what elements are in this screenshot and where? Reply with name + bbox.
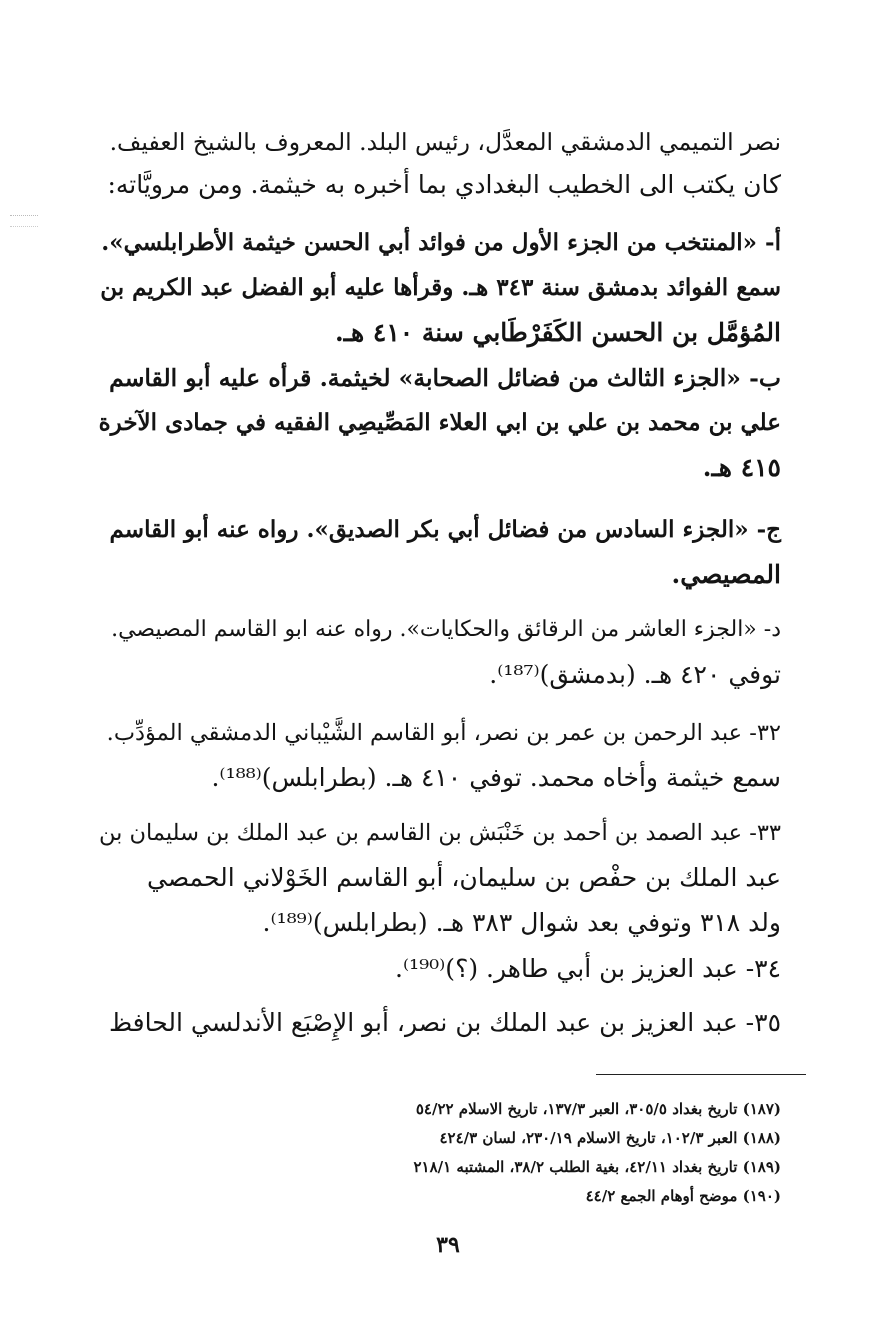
footnote-divider — [596, 1074, 806, 1075]
footnote: (١٨٩) تاريخ بغداد ٤٢/١١، بغية الطلب ٣٨/٢، المشتبه ٢١٨/١ — [413, 1158, 781, 1176]
body-line: ب- «الجزء الثالث من فضائل الصحابة» لخيثمة. قرأه عليه أبو القاسم — [109, 364, 781, 392]
body-line: ولد ٣١٨ وتوفي بعد شوال ٣٨٣ هـ. (بطرابلس)⁽¹⁸⁹⁾. — [262, 908, 781, 937]
body-line: د- «الجزء العاشر من الرقائق والحكايات». رواه عنه ابو القاسم المصيصي. — [111, 617, 781, 642]
footnote: (١٨٧) تاريخ بغداد ٣٠٥/٥، العبر ١٣٧/٣، تاريخ الاسلام ٥٤/٢٢ — [415, 1100, 781, 1118]
body-line: المصيصي. — [671, 560, 781, 589]
body-line: علي بن محمد بن علي بن ابي العلاء المَصِّيصِي الفقيه في جمادى الآخرة — [98, 409, 781, 436]
body-line: سمع خيثمة وأخاه محمد. توفي ٤١٠ هـ. (بطرابلس)⁽¹⁸⁸⁾. — [211, 763, 781, 792]
body-line: ج- «الجزء السادس من فضائل أبي بكر الصديق». رواه عنه أبو القاسم — [109, 516, 781, 543]
entry-35-line: ٣٥- عبد العزيز بن عبد الملك بن نصر، أبو الإِصْبَع الأندلسي الحافظ — [108, 1008, 781, 1037]
body-line: ٤١٥ هـ. — [702, 453, 781, 482]
body-line: عبد الملك بن حفْص بن سليمان، أبو القاسم الخَوْلاني الحمصي — [146, 863, 781, 892]
entry-34-line: ٣٤- عبد العزيز بن أبي طاهر. (؟)⁽¹⁹⁰⁾. — [395, 954, 781, 983]
entry-33-line: ٣٣- عبد الصمد بن أحمد بن خَنْبَش بن القاسم بن عبد الملك بن سليمان بن — [98, 820, 781, 846]
body-line: نصر التميمي الدمشقي المعدَّل، رئيس البلد. المعروف بالشيخ العفيف. — [109, 128, 781, 156]
footnote: (١٨٨) العبر ١٠٢/٣، تاريخ الاسلام ٢٣٠/١٩، لسان ٤٢٤/٣ — [439, 1129, 781, 1147]
body-line: أ- «المنتخب من الجزء الأول من فوائد أبي الحسن خيثمة الأطرابلسي». — [101, 229, 781, 256]
body-line: توفي ٤٢٠ هـ. (بدمشق)⁽¹⁸⁷⁾. — [489, 660, 781, 689]
page-number: ٣٩ — [436, 1232, 460, 1258]
body-line: سمع الفوائد بدمشق سنة ٣٤٣ هـ. وقرأها عليه أبو الفضل عبد الكريم بن — [100, 274, 781, 301]
entry-32-line: ٣٢- عبد الرحمن بن عمر بن نصر، أبو القاسم الشَّيْباني الدمشقي المؤدِّب. — [106, 720, 781, 746]
scan-mark — [10, 215, 38, 227]
body-line: كان يكتب الى الخطيب البغدادي بما أخبره به خيثمة. ومن مرويَّاته: — [107, 170, 781, 199]
body-line: المُؤمَّل بن الحسن الكَفَرْطَابي سنة ٤١٠ هـ. — [334, 318, 781, 347]
footnote: (١٩٠) موضح أوهام الجمع ٤٤/٢ — [585, 1187, 781, 1205]
